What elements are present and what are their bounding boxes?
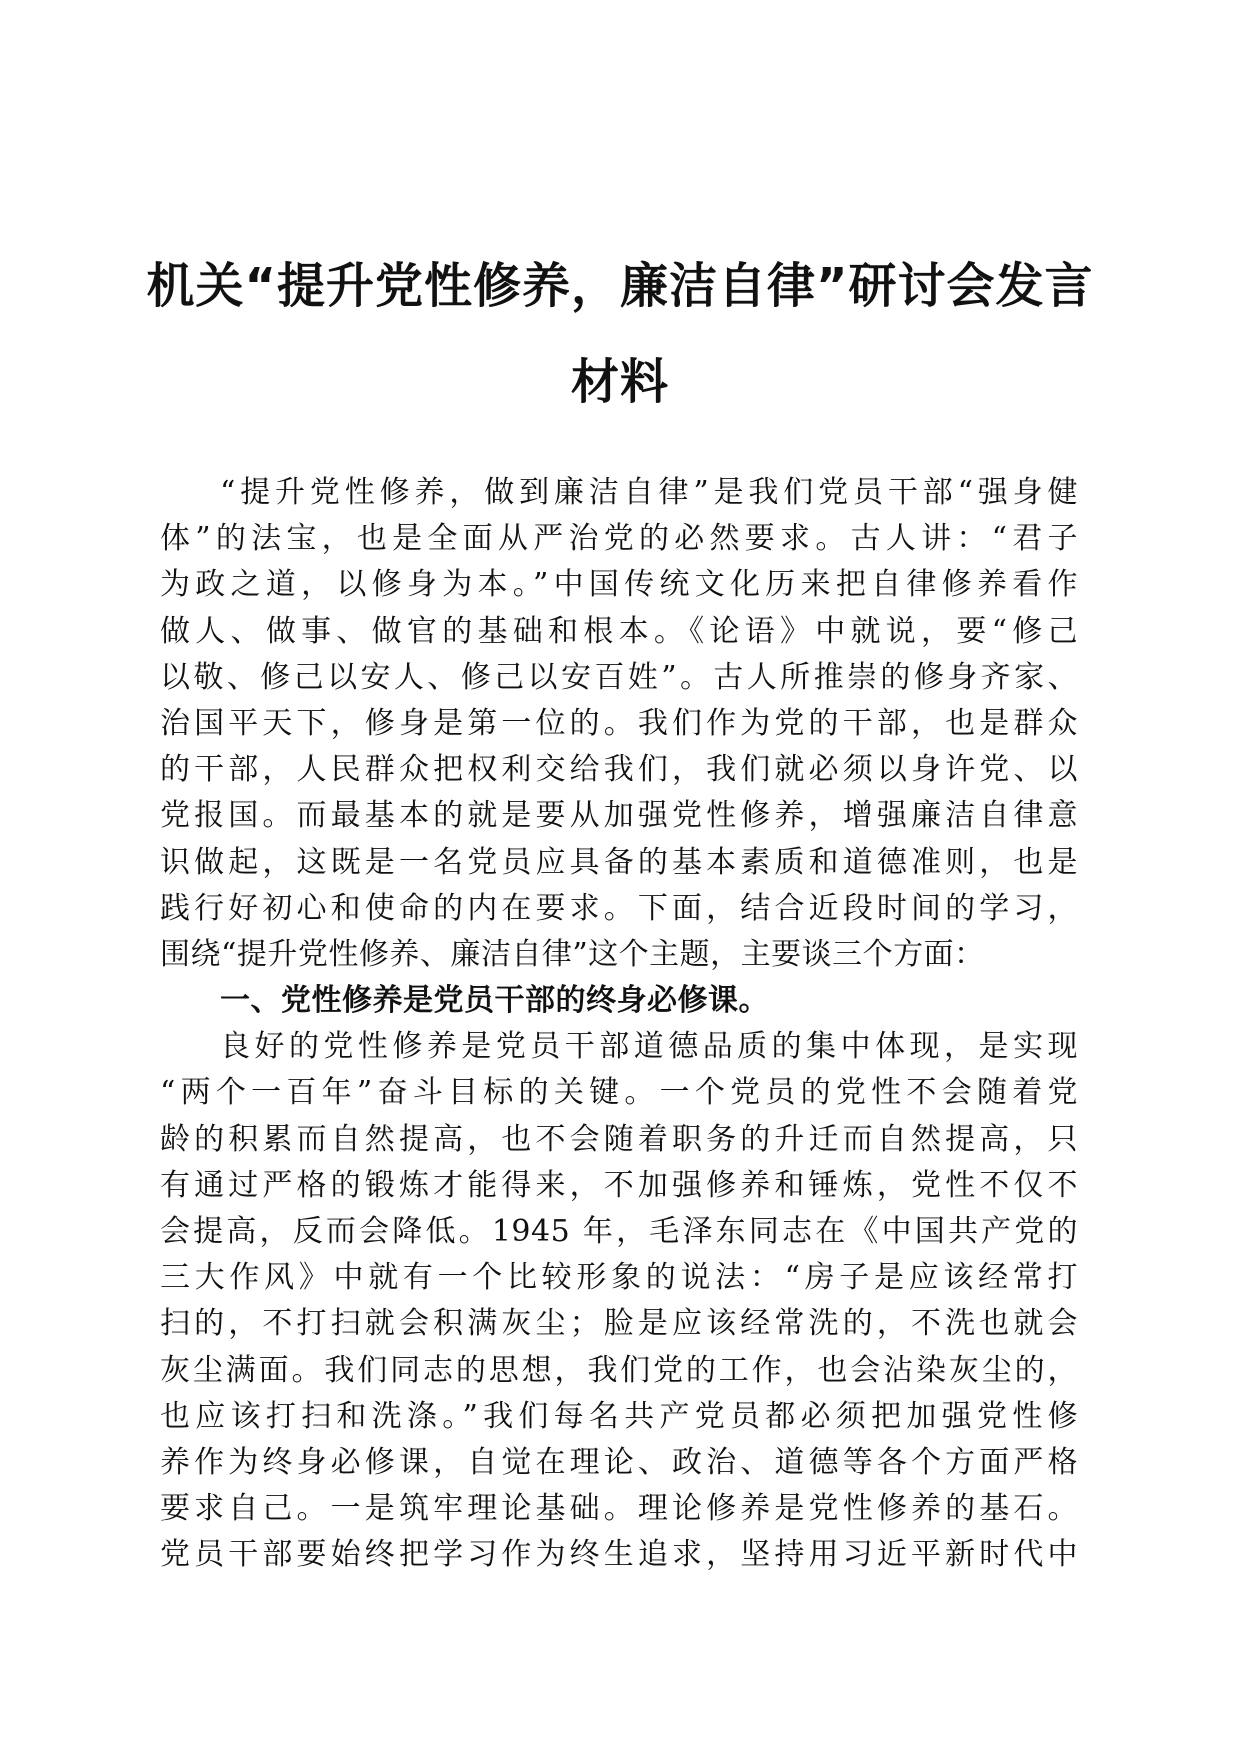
paragraph-line: 为政之道，以修身为本。”中国传统文化历来把自律修养看作 (160, 567, 1078, 603)
section-heading: 一、党性修养是党员干部的终身必修课。 (220, 983, 769, 1019)
document-title-line-1: 机关“提升党性修养，廉洁自律”研讨会发言 (146, 258, 1094, 314)
paragraph-line: 的干部，人民群众把权利交给我们，我们就必须以身许党、以 (160, 752, 1078, 788)
document-body (160, 470, 1078, 1579)
paragraph-line: 三大作风》中就有一个比较形象的说法：“房子是应该经常打 (160, 1260, 1078, 1296)
paragraph-line: 扫的，不打扫就会积满灰尘；脸是应该经常洗的，不洗也就会 (160, 1306, 1078, 1342)
paragraph-line: 围绕“提升党性修养、廉洁自律”这个主题，主要谈三个方面： (160, 936, 985, 972)
paragraph-line: 要求自己。一是筑牢理论基础。理论修养是党性修养的基石。 (160, 1491, 1078, 1527)
document-title-line-2: 材料 (570, 354, 669, 410)
paragraph-line: 养作为终身必修课，自觉在理论、政治、道德等各个方面严格 (160, 1444, 1078, 1480)
paragraph-line: 党员干部要始终把学习作为终生追求，坚持用习近平新时代中 (160, 1537, 1078, 1573)
paragraph-line: 有通过严格的锻炼才能得来，不加强修养和锤炼，党性不仅不 (160, 1167, 1078, 1203)
paragraph-line: 良好的党性修养是党员干部道德品质的集中体现，是实现 (220, 1029, 1078, 1065)
paragraph-line: 灰尘满面。我们同志的思想，我们党的工作，也会沾染灰尘的， (160, 1352, 1078, 1388)
paragraph-line: 也应该打扫和洗涤。”我们每名共产党员都必须把加强党性修 (160, 1398, 1078, 1434)
paragraph-line: 识做起，这既是一名党员应具备的基本素质和道德准则，也是 (160, 844, 1078, 880)
paragraph-line: 做人、做事、做官的基础和根本。《论语》中就说，要“修己 (160, 613, 1078, 649)
paragraph-line: 会提高，反而会降低。1945 年，毛泽东同志在《中国共产党的 (160, 1214, 1078, 1249)
paragraph-line: 体”的法宝，也是全面从严治党的必然要求。古人讲：“君子 (160, 521, 1078, 557)
paragraph-line: “提升党性修养，做到廉洁自律”是我们党员干部“强身健 (220, 475, 1078, 510)
paragraph-line: 龄的积累而自然提高，也不会随着职务的升迁而自然提高，只 (160, 1121, 1078, 1157)
paragraph-line: 以敬、修己以安人、修己以安百姓”。古人所推崇的修身齐家、 (160, 659, 1078, 695)
paragraph-line: 党报国。而最基本的就是要从加强党性修养，增强廉洁自律意 (160, 798, 1078, 834)
paragraph-line: “两个一百年”奋斗目标的关键。一个党员的党性不会随着党 (160, 1075, 1078, 1111)
paragraph-line: 践行好初心和使命的内在要求。下面，结合近段时间的学习， (160, 890, 1078, 926)
paragraph-line: 治国平天下，修身是第一位的。我们作为党的干部，也是群众 (160, 705, 1078, 741)
